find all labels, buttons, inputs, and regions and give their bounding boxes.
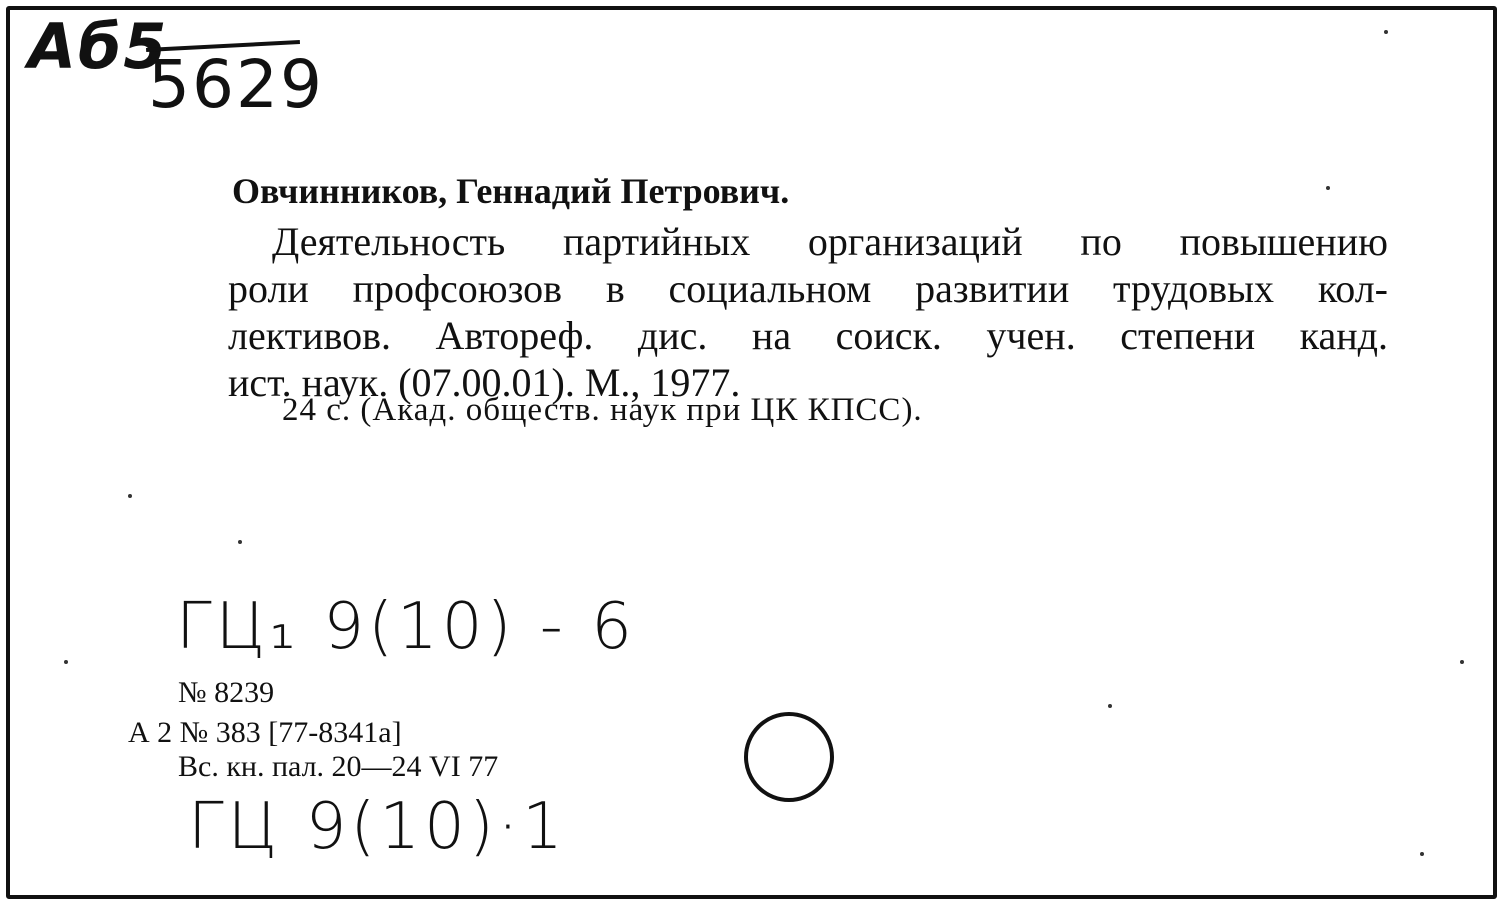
- pages-line: 24 с. (Акад. обществ. наук при ЦК КПСС).: [282, 392, 923, 428]
- handwritten-number: 5629: [148, 46, 324, 123]
- scan-speck: [64, 660, 68, 664]
- scan-speck: [1108, 704, 1112, 708]
- handwritten-classification-bottom: ГЦ 9(10)·1: [188, 790, 567, 864]
- scan-speck: [1326, 186, 1330, 190]
- scan-speck: [1420, 852, 1424, 856]
- author-name: Овчинников, Геннадий Петрович.: [232, 171, 790, 211]
- title-line: лективов. Автореф. дис. на соиск. учен. степени канд.: [228, 313, 1388, 358]
- title-line: Деятельность партийных организаций по повышению: [272, 219, 1388, 264]
- handwritten-classification-mid: ГЦ₁ 9(10) - 6: [176, 590, 636, 664]
- punch-hole: [744, 712, 834, 802]
- title-block: [228, 218, 1388, 406]
- title-line: роли профсоюзов в социальном развитии трудовых кол-: [228, 266, 1388, 311]
- registry-number: № 8239: [178, 676, 275, 709]
- registry-line: А 2 № 383 [77-8341а]: [128, 716, 402, 749]
- scan-speck: [238, 540, 242, 544]
- scan-speck: [1384, 30, 1388, 34]
- scan-speck: [1460, 660, 1464, 664]
- scan-speck: [128, 494, 132, 498]
- title-line: ист. наук. (07.00.01). М., 1977.: [228, 360, 741, 405]
- registry-line: Вс. кн. пал. 20—24 VI 77: [178, 750, 499, 783]
- handwritten-code: Аб5: [28, 10, 169, 83]
